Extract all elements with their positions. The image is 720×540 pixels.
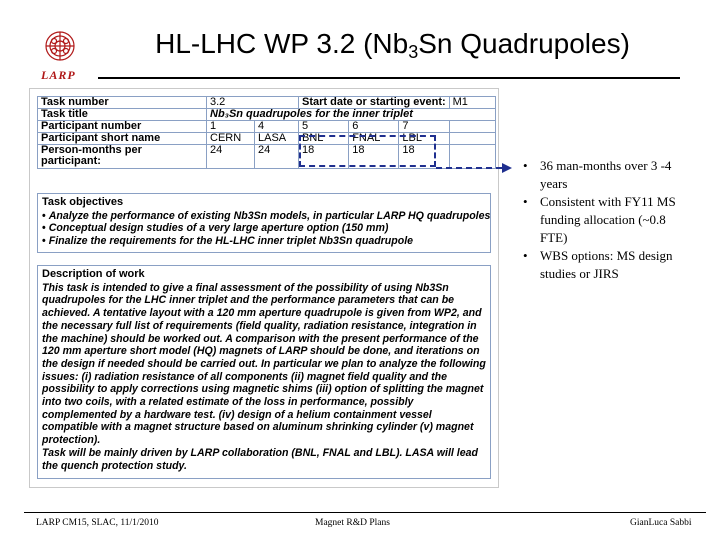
participant-number-label: Participant number xyxy=(38,121,207,133)
list-item: • Analyze the performance of existing Nb3Sn models, in particular LARP HQ quadrupoles xyxy=(42,210,486,223)
participant-short-name-label: Participant short name xyxy=(38,133,207,145)
start-date-value: M1 xyxy=(449,97,495,109)
task-number-value: 3.2 xyxy=(207,97,299,109)
participant-short-name-cell: FNAL xyxy=(349,133,399,145)
person-months-cell: 24 xyxy=(255,145,299,169)
footer-left: LARP CM15, SLAC, 11/1/2010 xyxy=(36,518,159,528)
start-date-label: Start date or starting event: xyxy=(299,97,450,109)
participant-short-name-cell: LBL xyxy=(399,133,449,145)
task-title-value: Nb₃Sn quadrupoles for the inner triplet xyxy=(207,109,496,121)
person-months-cell: 24 xyxy=(207,145,255,169)
arrow-right-icon xyxy=(502,163,512,173)
slide-title: HL-LHC WP 3.2 ($Nb_3Sn$ Quadrupoles) xyxy=(155,28,630,62)
description-body-2: Task will be mainly driven by LARP collaboration (BNL, FNAL and LBL). LASA will lead the quench protection study. xyxy=(42,446,478,472)
participant-number-cell: 5 xyxy=(299,121,349,133)
title-underline xyxy=(98,77,680,79)
list-item: • Conceptual design studies of a very large aperture option (150 mm) xyxy=(42,222,486,235)
list-item: • 36 man-months over 3 -4 years xyxy=(520,157,690,193)
task-title-label: Task title xyxy=(38,109,207,121)
description-body: This task is intended to give a final assessment of the possibility of using Nb3Sn quadrupoles for the LHC inner triplet and the performance parameters that can be achieved. A tentative layout with a 120 mm aperture quadrupole is given from WP2, and the necessary full list of requirements (field quality, radiation resistance, integration in the machine) should be worked out. A comparison with the present performance of the 120 mm aperture short model (HQ) magnets of LARP should be done, and iterations on the design if needed should be carried out. In particular we plan to analyze the following issues: (i) radiation resistance of all components (ii) magnet field quality and the possibility to apply corrections using magnetic shims (iii) option of splitting the magnet into two coils, with a related estimate of the loss in performance, possibly complemented by a hardware test. (iv) design of a helium containment vessel compatible with a magnet structure based on aluminum shrinking cylinder (v) magnet protection). xyxy=(42,281,486,447)
footer-right: GianLuca Sabbi xyxy=(630,518,692,528)
summary-bullets xyxy=(520,157,690,283)
list-item: • Finalize the requirements for the HL-LHC inner triplet Nb3Sn quadrupole xyxy=(42,235,486,248)
objectives-heading: Task objectives xyxy=(42,196,124,208)
participant-number-cell: 4 xyxy=(255,121,299,133)
participant-short-name-cell: CERN xyxy=(207,133,255,145)
table-row xyxy=(38,121,496,133)
participant-number-cell: 1 xyxy=(207,121,255,133)
table-row xyxy=(38,109,496,121)
person-months-label: Person-months per participant: xyxy=(38,145,207,169)
participant-number-cell: 7 xyxy=(399,121,449,133)
callout-connector-line xyxy=(436,167,502,169)
empty-cell xyxy=(449,145,495,169)
list-item: • Consistent with FY11 MS funding allocation (~0.8 FTE) xyxy=(520,193,690,247)
objectives-list xyxy=(42,209,491,248)
task-objectives-box xyxy=(37,193,491,253)
participant-short-name-cell: LASA xyxy=(255,133,299,145)
list-item: • WBS options: MS design studies or JIRS xyxy=(520,247,690,283)
task-number-label: Task number xyxy=(38,97,207,109)
description-heading: Description of work xyxy=(42,268,145,280)
logo-text: LARP xyxy=(41,68,76,82)
description-of-work-box xyxy=(37,265,491,479)
person-months-cell: 18 xyxy=(399,145,449,169)
person-months-cell: 18 xyxy=(349,145,399,169)
highlight-dashed-box xyxy=(299,135,436,167)
empty-cell xyxy=(449,121,495,133)
table-row xyxy=(38,97,496,109)
footer-middle: Magnet R&D Plans xyxy=(315,518,390,528)
participant-number-cell: 6 xyxy=(349,121,399,133)
empty-cell xyxy=(449,133,495,145)
participant-short-name-cell: BNL xyxy=(299,133,349,145)
person-months-cell: 18 xyxy=(299,145,349,169)
footer-divider xyxy=(24,512,706,513)
